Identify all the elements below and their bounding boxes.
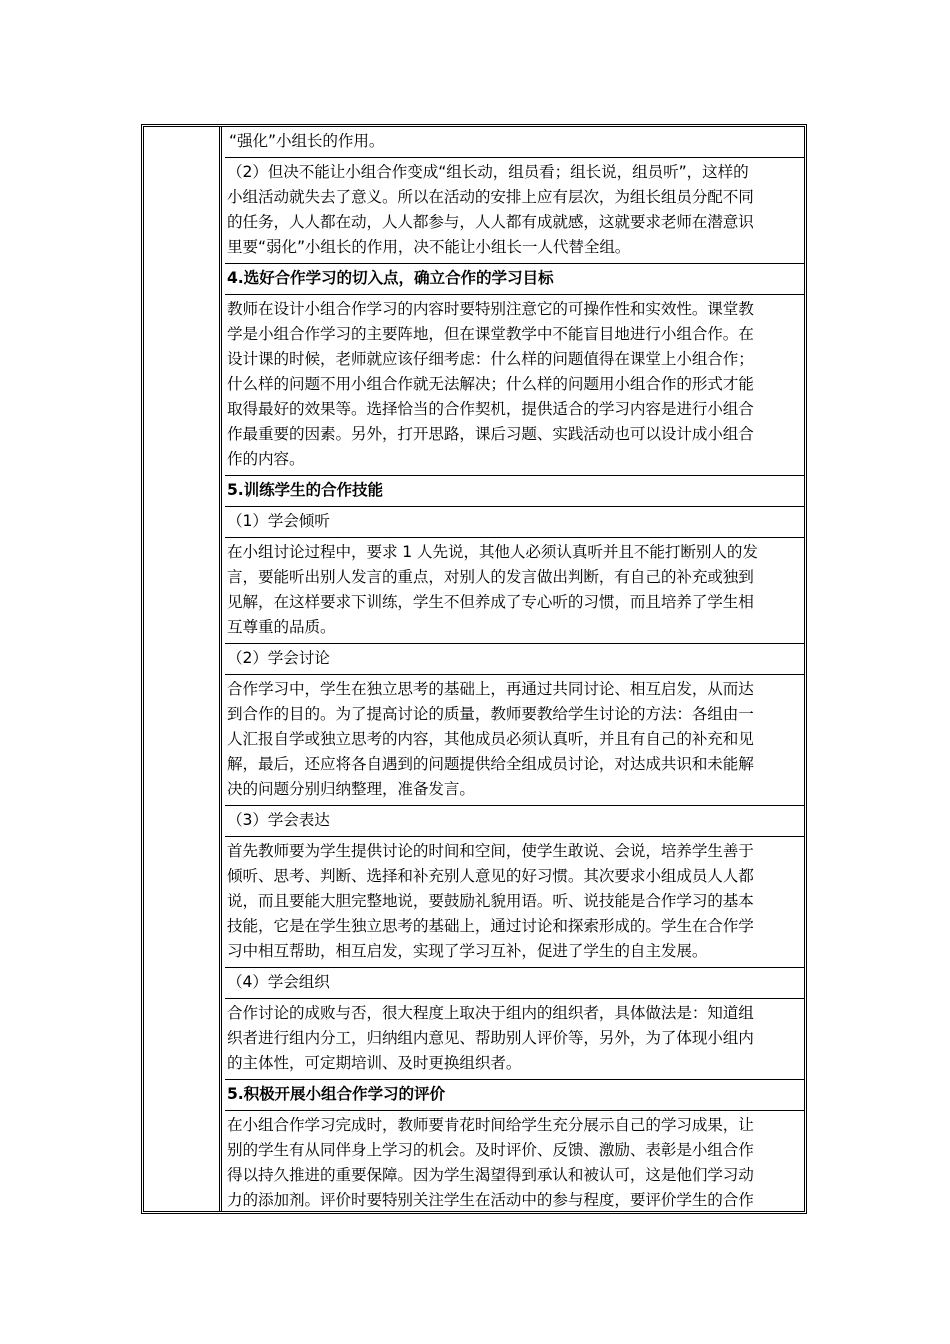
text-line: 倾听、思考、判断、选择和补充别人意见的好习惯。其次要求小组成员人人都 bbox=[227, 867, 754, 885]
paragraph bbox=[225, 999, 804, 1080]
text-line: 设计课的时候，老师就应该仔细考虑：什么样的问题值得在课堂上小组合作； bbox=[227, 350, 754, 368]
section-heading bbox=[225, 1080, 804, 1111]
text-line: 取得最好的效果等。选择恰当的合作契机，提供适合的学习内容是进行小组合 bbox=[227, 400, 754, 418]
text-line: （4）学会组织 bbox=[227, 973, 330, 991]
text-line: 互尊重的品质。 bbox=[227, 618, 336, 636]
paragraph bbox=[225, 158, 804, 264]
text-line: 里要“弱化”小组长的作用，决不能让小组长一人代替全组。 bbox=[227, 238, 631, 256]
text-line: 见解，在这样要求下训练，学生不但养成了专心听的习惯，而且培养了学生相 bbox=[227, 593, 754, 611]
text-line: 作最重要的因素。另外，打开思路，课后习题、实践活动也可以设计成小组合 bbox=[227, 425, 754, 443]
section-heading bbox=[225, 476, 804, 507]
table-left-column bbox=[144, 127, 222, 1211]
section-heading bbox=[225, 264, 804, 295]
paragraph bbox=[225, 1111, 804, 1211]
text-line: 在小组合作学习完成时，教师要肯花时间给学生充分展示自己的学习成果，让 bbox=[227, 1116, 754, 1134]
text-line: 合作讨论的成败与否，很大程度上取决于组内的组织者，具体做法是：知道组 bbox=[227, 1004, 754, 1022]
text-line: 到合作的目的。为了提高讨论的质量，教师要教给学生讨论的方法：各组由一 bbox=[227, 705, 754, 723]
text-line: 什么样的问题不用小组合作就无法解决；什么样的问题用小组合作的形式才能 bbox=[227, 375, 754, 393]
text-line: 在小组讨论过程中，要求 1 人先说，其他人必须认真听并且不能打断别人的发 bbox=[227, 543, 758, 561]
text-line: 别的学生有从同伴身上学习的机会。及时评价、反馈、激励、表彰是小组合作 bbox=[227, 1141, 754, 1159]
text-line: 5.训练学生的合作技能 bbox=[227, 481, 384, 499]
text-line: 5.积极开展小组合作学习的评价 bbox=[227, 1085, 445, 1103]
text-line: 作的内容。 bbox=[227, 450, 305, 468]
text-line: 的任务，人人都在动，人人都参与，人人都有成就感，这就要求老师在潜意识 bbox=[227, 213, 754, 231]
text-line: 言，要能听出别人发言的重点，对别人的发言做出判断，有自己的补充或独到 bbox=[227, 568, 754, 586]
text-line: 小组活动就失去了意义。所以在活动的安排上应有层次，为组长组员分配不同 bbox=[227, 188, 754, 206]
paragraph bbox=[225, 538, 804, 644]
text-line: 教师在设计小组合作学习的内容时要特别注意它的可操作性和实效性。课堂教 bbox=[227, 300, 754, 318]
text-line: （2）但决不能让小组合作变成“组长动，组员看；组长说，组员听”，这样的 bbox=[227, 163, 749, 181]
text-line: “强化”小组长的作用。 bbox=[229, 132, 385, 150]
paragraph bbox=[225, 675, 804, 806]
text-line: 力的添加剂。评价时要特别关注学生在活动中的参与程度，要评价学生的合作 bbox=[227, 1191, 754, 1209]
paragraph bbox=[225, 968, 804, 999]
paragraph bbox=[225, 507, 804, 538]
text-line: 说，而且要能大胆完整地说，要鼓励礼貌用语。听、说技能是合作学习的基本 bbox=[227, 892, 754, 910]
paragraph bbox=[225, 295, 804, 476]
text-line: （1）学会倾听 bbox=[227, 512, 330, 530]
paragraph bbox=[225, 127, 804, 158]
text-line: （2）学会讨论 bbox=[227, 649, 330, 667]
text-line: 习中相互帮助，相互启发，实现了学习互补，促进了学生的自主发展。 bbox=[227, 942, 708, 960]
text-line: 得以持久推进的重要保障。因为学生渴望得到承认和被认可，这是他们学习动 bbox=[227, 1166, 754, 1184]
text-line: 合作学习中，学生在独立思考的基础上，再通过共同讨论、相互启发，从而达 bbox=[227, 680, 754, 698]
text-line: 的主体性，可定期培训、及时更换组织者。 bbox=[227, 1054, 522, 1072]
text-line: 人汇报自学或独立思考的内容，其他成员必须认真听，并且有自己的补充和见 bbox=[227, 730, 754, 748]
text-line: 决的问题分别归纳整理，准备发言。 bbox=[227, 780, 475, 798]
text-line: 织者进行组内分工，归纳组内意见、帮助别人评价等，另外，为了体现小组内 bbox=[227, 1029, 754, 1047]
text-line: 4.选好合作学习的切入点，确立合作的学习目标 bbox=[227, 269, 554, 287]
text-line: 技能，它是在学生独立思考的基础上，通过讨论和探索形成的。学生在合作学 bbox=[227, 917, 754, 935]
paragraph bbox=[225, 806, 804, 837]
text-line: 解，最后，还应将各自遇到的问题提供给全组成员讨论，对达成共识和未能解 bbox=[227, 755, 754, 773]
paragraph bbox=[225, 837, 804, 968]
text-line: 学是小组合作学习的主要阵地，但在课堂教学中不能盲目地进行小组合作。在 bbox=[227, 325, 754, 343]
text-line: 首先教师要为学生提供讨论的时间和空间，使学生敢说、会说，培养学生善于 bbox=[227, 842, 754, 860]
table-content-cell bbox=[225, 127, 804, 1211]
text-line: （3）学会表达 bbox=[227, 811, 330, 829]
document-table bbox=[141, 124, 807, 1214]
paragraph bbox=[225, 644, 804, 675]
